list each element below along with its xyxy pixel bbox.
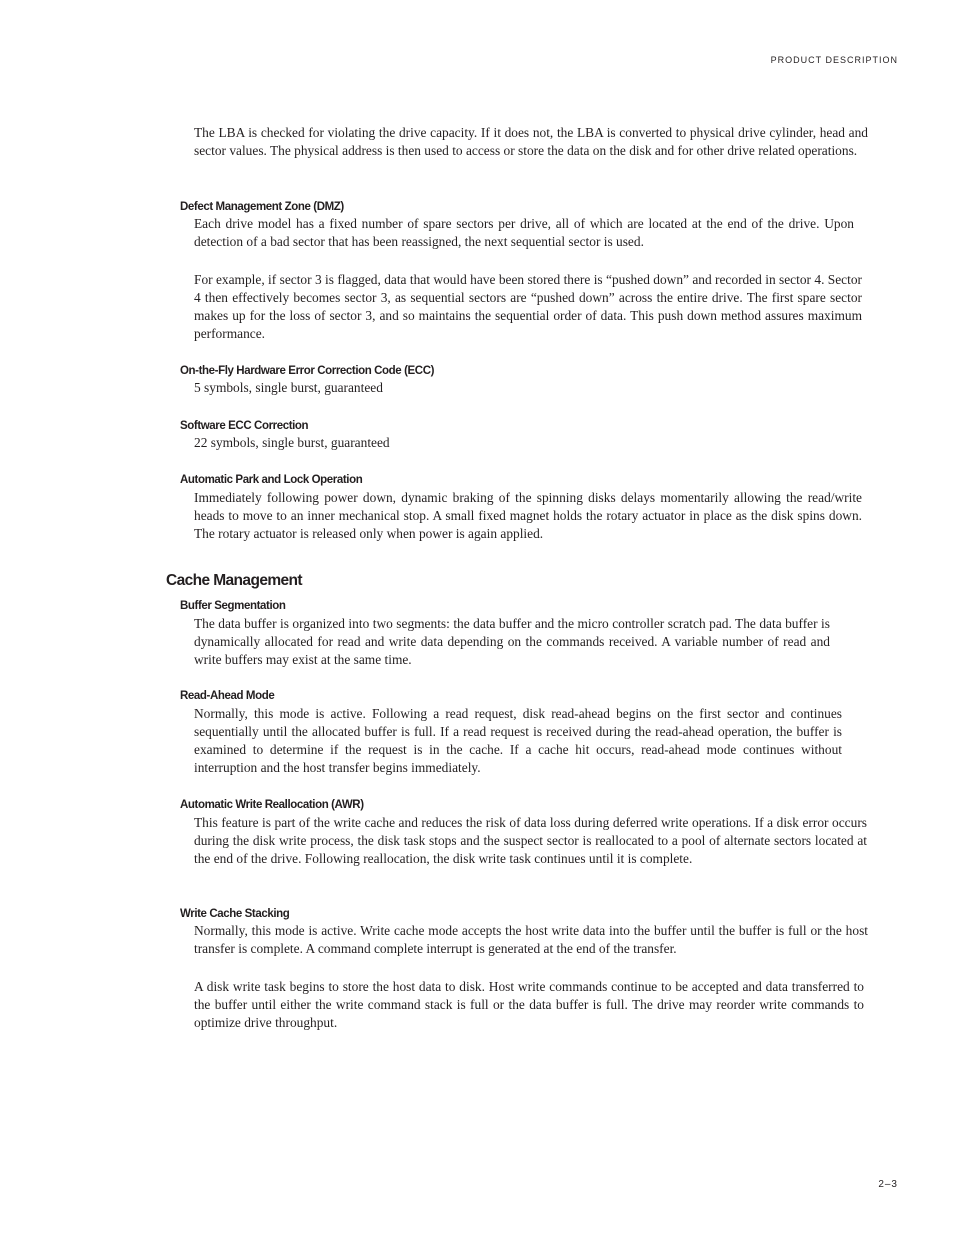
read-ahead-heading: Read-Ahead Mode <box>180 690 275 702</box>
dmz-heading: Defect Management Zone (DMZ) <box>180 201 344 213</box>
park-lock-heading: Automatic Park and Lock Operation <box>180 474 363 486</box>
buffer-segmentation-heading: Buffer Segmentation <box>180 600 286 612</box>
write-cache-stacking-heading: Write Cache Stacking <box>180 908 290 920</box>
cache-management-heading: Cache Management <box>166 572 302 589</box>
page-number: 2–3 <box>878 1179 898 1190</box>
running-header: PRODUCT DESCRIPTION <box>770 55 898 65</box>
ecc-heading: On-the-Fly Hardware Error Correction Code (ECC) <box>180 365 435 377</box>
software-ecc-paragraph: 22 symbols, single burst, guaranteed <box>194 435 390 450</box>
awr-heading: Automatic Write Reallocation (AWR) <box>180 799 364 811</box>
buffer-segmentation-paragraph: The data buffer is organized into two segments: the data buffer and the micro controller scratch pad. The data buffer is dynamically allocated for read and write data depending on the commands received. A variable number of read and write buffers may exist at the same time. <box>194 616 830 667</box>
ecc-paragraph: 5 symbols, single burst, guaranteed <box>194 380 383 395</box>
park-lock-paragraph: Immediately following power down, dynamic braking of the spinning disks delays momentarily allowing the read/write heads to move to an inner mechanical stop. A small fixed magnet holds the rotary actuator in place as the disk spins down. The rotary actuator is released only when power is again applied. <box>194 490 862 541</box>
write-cache-stacking-paragraph-2: A disk write task begins to store the host data to disk. Host write commands continue to be accepted and data transferred to the buffer until either the write command stack is full or the data buffer is full. The drive may reorder write commands to optimize drive throughput. <box>194 979 864 1030</box>
read-ahead-paragraph: Normally, this mode is active. Following a read request, disk read-ahead begins on the first sector and continues sequentially until the allocated buffer is full. If a read request is received during the read-ahead operation, the buffer is examined to determine if the request is in the cache. If a cache hit occurs, read-ahead mode continues without interruption and the host transfer begins immediately. <box>194 706 842 775</box>
dmz-paragraph-2: For example, if sector 3 is flagged, data that would have been stored there is “pushed down” and recorded in sector 4. Sector 4 then effectively becomes sector 3, as sequential sectors are “pushed down” across the entire drive. The first spare sector makes up for the loss of sector 3, and so maintains the sequential order of data. This push down method assures maximum performance. <box>194 272 862 341</box>
write-cache-stacking-paragraph-1: Normally, this mode is active. Write cache mode accepts the host write data into the buffer until the buffer is full or the host transfer is complete. A command complete interrupt is generated at the end of the transfer. <box>194 923 868 956</box>
software-ecc-heading: Software ECC Correction <box>180 420 309 432</box>
awr-paragraph: This feature is part of the write cache and reduces the risk of data loss during deferred write operations. If a disk error occurs during the disk write process, the disk task stops and the suspect sector is reallocated to a pool of alternate sectors located at the end of the drive. Following reallocation, the disk write task continues until it is complete. <box>194 815 867 866</box>
intro-paragraph: The LBA is checked for violating the drive capacity. If it does not, the LBA is converted to physical drive cylinder, head and sector values. The physical address is then used to access or store the data on the disk and for other drive related operations. <box>194 125 868 158</box>
dmz-paragraph-1: Each drive model has a fixed number of spare sectors per drive, all of which are located at the end of the drive. Upon detection of a bad sector that has been reassigned, the next sequential sector is used. <box>194 216 854 249</box>
